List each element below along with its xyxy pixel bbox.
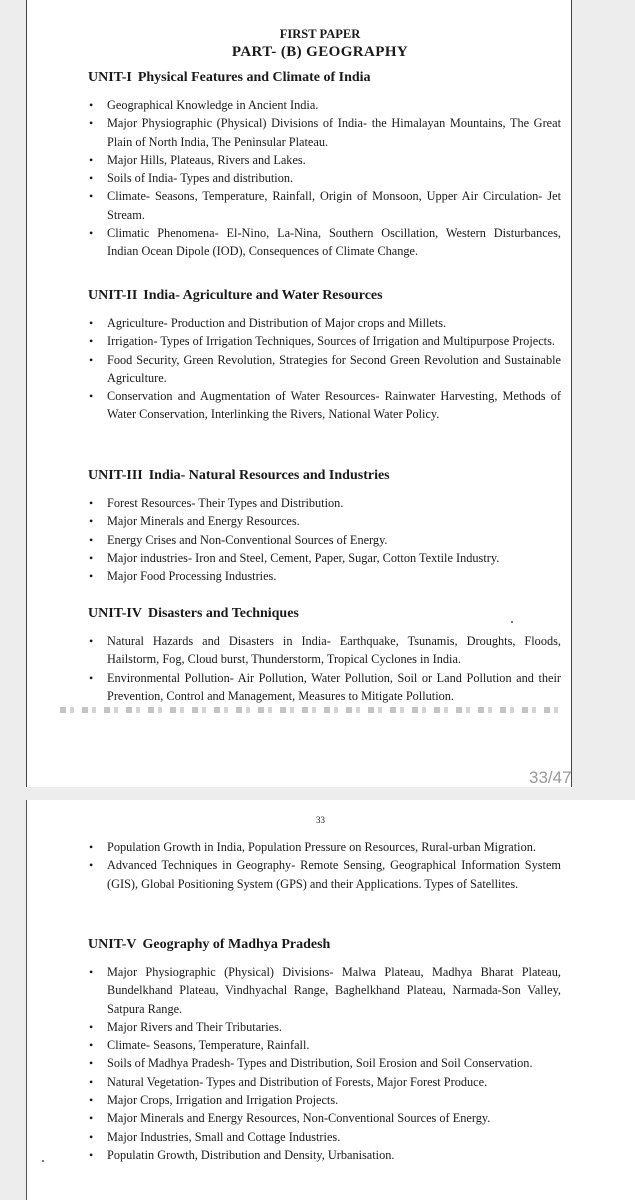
unit-3-list [83,494,561,585]
scan-speck [42,1160,44,1162]
list-item: • Population Growth in India, Population Pressure on Resources, Rural-urban Migration. [83,838,561,856]
list-item: • Agriculture- Production and Distribution of Major crops and Millets. [83,314,561,332]
cut-off-text-line [60,707,560,713]
list-item: • Forest Resources- Their Types and Distribution. [83,494,561,512]
list-item: • Major Physiographic (Physical) Divisions of India- the Himalayan Mountains, The Great Plain of North India, The Peninsular Plateau. [83,114,561,151]
list-item: • Natural Hazards and Disasters in India- Earthquake, Tsunamis, Droughts, Floods, Hailstorm, Fog, Cloud burst, Thunderstorm, Tropical Cyclones in India. [83,632,561,669]
page-2-left-edge [26,800,27,1200]
list-item: • Major Food Processing Industries. [83,567,561,585]
list-item: • Soils of Madhya Pradesh- Types and Distribution, Soil Erosion and Soil Conservation. [83,1054,561,1072]
unit-4-title: Disasters and Techniques [147,606,299,621]
continued-list [83,838,561,893]
part-title: PART- (B) GEOGRAPHY [231,44,409,60]
list-item: • Soils of India- Types and distribution. [83,169,561,187]
unit-2-number: UNIT-II [88,288,138,303]
unit-5-list [83,963,561,1164]
list-item: • Conservation and Augmentation of Water Resources- Rainwater Harvesting, Methods of Water Conservation, Interlinking the Rivers, National Water Policy. [83,387,561,424]
list-item: • Major Industries, Small and Cottage Industries. [83,1128,561,1146]
unit-3-number: UNIT-III [88,468,143,483]
list-item: • Energy Crises and Non-Conventional Sources of Energy. [83,531,561,549]
list-item: • Major Physiographic (Physical) Divisions- Malwa Plateau, Madhya Bharat Plateau, Bundelkhand Plateau, Vindhyachal Range, Baghelkhand Plateau, Narmada-Son Valley, Satpura Range. [83,963,561,1018]
page-1-right-edge [571,0,572,787]
list-item: • Climatic Phenomena- El-Nino, La-Nina, Southern Oscillation, Western Disturbances, Indian Ocean Dipole (IOD), Consequences of Climate Change. [83,224,561,261]
list-item: • Environmental Pollution- Air Pollution, Water Pollution, Soil or Land Pollution and their Prevention, Control and Management, Measures to Mitigate Pollution. [83,669,561,706]
list-item: • Major Crops, Irrigation and Irrigation Projects. [83,1091,561,1109]
unit-1-list [83,96,561,261]
list-item: • Geographical Knowledge in Ancient India. [83,96,561,114]
list-item: • Major Hills, Plateaus, Rivers and Lakes. [83,151,561,169]
unit-4-heading [88,606,299,622]
unit-2-title: India- Agriculture and Water Resources [143,288,383,303]
page-number: 33 [316,815,325,825]
page-1-left-edge [26,0,27,787]
list-item: • Natural Vegetation- Types and Distribution of Forests, Major Forest Produce. [83,1073,561,1091]
unit-1-heading [88,70,371,86]
unit-3-heading [88,468,390,484]
unit-3-title: India- Natural Resources and Industries [148,468,390,483]
list-item: • Major industries- Iron and Steel, Cement, Paper, Sugar, Cotton Textile Industry. [83,549,561,567]
page-indicator: 33/47 [529,768,572,787]
unit-1-number: UNIT-I [88,70,132,85]
scan-speck [511,621,513,623]
list-item: • Major Rivers and Their Tributaries. [83,1018,561,1036]
list-item: • Climate- Seasons, Temperature, Rainfall. [83,1036,561,1054]
unit-4-list [83,632,561,705]
unit-2-heading [88,288,383,304]
list-item: • Food Security, Green Revolution, Strategies for Second Green Revolution and Sustainable Agriculture. [83,351,561,388]
list-item: • Irrigation- Types of Irrigation Techniques, Sources of Irrigation and Multipurpose Projects. [83,332,561,350]
list-item: • Advanced Techniques in Geography- Remote Sensing, Geographical Information System (GIS), Global Positioning System (GPS) and their Applications. Types of Satellites. [83,856,561,893]
list-item: • Climate- Seasons, Temperature, Rainfall, Origin of Monsoon, Upper Air Circulation- Jet Stream. [83,187,561,224]
unit-2-list [83,314,561,424]
list-item: • Major Minerals and Energy Resources, Non-Conventional Sources of Energy. [83,1109,561,1127]
list-item: • Major Minerals and Energy Resources. [83,512,561,530]
unit-5-number: UNIT-V [88,937,137,952]
unit-4-number: UNIT-IV [88,606,142,621]
unit-5-title: Geography of Madhya Pradesh [142,937,331,952]
list-item: • Populatin Growth, Distribution and Density, Urbanisation. [83,1146,561,1164]
unit-1-title: Physical Features and Climate of India [137,70,371,85]
unit-5-heading [88,937,330,953]
paper-title: FIRST PAPER [279,27,361,41]
